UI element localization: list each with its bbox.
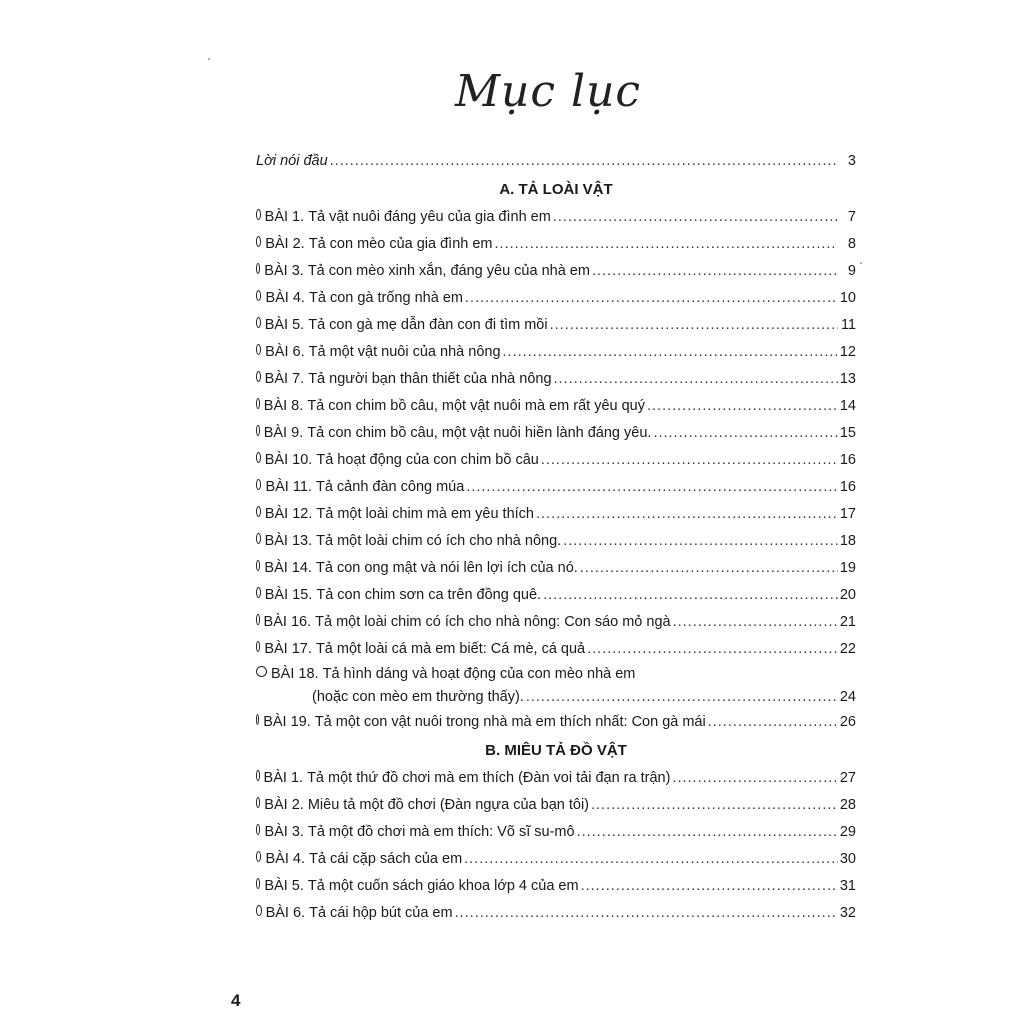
toc-entry-number: BÀI 3. bbox=[264, 263, 304, 279]
circle-bullet-icon bbox=[256, 770, 260, 781]
toc-label bbox=[265, 285, 463, 312]
dot-leader bbox=[577, 819, 838, 846]
toc-row bbox=[256, 204, 856, 231]
toc-entry-number: BÀI 13. bbox=[264, 533, 313, 549]
toc-page-number: 18 bbox=[839, 533, 856, 549]
toc-row bbox=[256, 393, 856, 420]
toc-row bbox=[256, 474, 856, 501]
toc-label bbox=[265, 366, 552, 393]
circle-bullet-icon bbox=[256, 209, 261, 220]
dot-leader bbox=[553, 204, 838, 231]
toc-page-number: 16 bbox=[839, 479, 856, 495]
toc-label bbox=[265, 846, 462, 873]
toc-label bbox=[264, 792, 589, 819]
toc-entry-number: BÀI 19. bbox=[263, 714, 311, 730]
dot-leader bbox=[330, 148, 838, 175]
dot-leader bbox=[541, 447, 838, 474]
toc-page-number: 19 bbox=[839, 560, 856, 576]
toc-row-entry-18 bbox=[256, 663, 856, 686]
toc-page-number: 9 bbox=[847, 263, 856, 279]
paper-speck bbox=[208, 58, 210, 60]
toc-entry-number: BÀI 3. bbox=[264, 824, 304, 840]
toc-entry-text: Tả con chim sơn ca trên đồng quê. bbox=[316, 587, 542, 603]
toc-entry-number: BÀI 14. bbox=[264, 560, 312, 576]
toc-page-number: 13 bbox=[839, 371, 856, 387]
toc-entry-number: BÀI 6. bbox=[265, 344, 305, 360]
toc-row bbox=[256, 420, 856, 447]
toc-row bbox=[256, 231, 856, 258]
toc-label bbox=[265, 447, 539, 474]
dot-leader bbox=[455, 900, 838, 927]
toc-row bbox=[256, 528, 856, 555]
toc-page-number: 3 bbox=[847, 153, 856, 169]
toc-page-number: 21 bbox=[839, 614, 856, 630]
toc-label bbox=[265, 501, 534, 528]
toc-row bbox=[256, 846, 856, 873]
toc-label bbox=[265, 474, 464, 501]
toc-entry-text: Tả con mèo xinh xắn, đáng yêu của nhà em bbox=[307, 263, 590, 279]
toc-entry-number: BÀI 8. bbox=[263, 398, 304, 414]
dot-leader bbox=[563, 528, 838, 555]
toc-label bbox=[264, 765, 671, 792]
toc-page-number: 17 bbox=[839, 506, 856, 522]
circle-bullet-icon bbox=[256, 479, 261, 490]
toc-entry-text: Tả con chim bồ câu, một vật nuôi mà em rất yêu quý bbox=[307, 398, 645, 414]
toc-entry-text: Tả con mèo của gia đình em bbox=[308, 236, 493, 252]
circle-bullet-icon bbox=[256, 344, 261, 355]
toc-row bbox=[256, 555, 856, 582]
toc-row bbox=[256, 447, 856, 474]
toc-entry-text: Tả cái hộp bút của em bbox=[309, 905, 453, 921]
toc-entry-text: Tả con gà mẹ dẫn đàn con đi tìm mồi bbox=[308, 317, 548, 333]
toc-entry-text: Tả con gà trống nhà em bbox=[309, 290, 463, 306]
toc-entry-number: BÀI 7. bbox=[264, 371, 305, 387]
toc-entry-number: BÀI 2. bbox=[264, 797, 304, 813]
toc-row bbox=[256, 285, 856, 312]
circle-bullet-icon bbox=[256, 878, 260, 889]
toc-row bbox=[256, 258, 856, 285]
toc-entry-text: Tả một loài chim có ích cho nhà nông. bbox=[316, 533, 562, 549]
circle-bullet-icon bbox=[256, 824, 260, 835]
toc-entry-number: BÀI 1. bbox=[264, 209, 305, 225]
toc-page-number: 31 bbox=[839, 878, 856, 894]
toc-row-entry-19 bbox=[256, 709, 856, 736]
circle-bullet-icon bbox=[256, 371, 261, 382]
toc-row bbox=[256, 765, 856, 792]
toc-entry-text-cont: (hoặc con mèo em thường thấy). bbox=[312, 689, 524, 705]
toc-page-number: 8 bbox=[847, 236, 856, 252]
toc-row bbox=[256, 312, 856, 339]
dot-leader bbox=[543, 582, 838, 609]
toc-entry-number: BÀI 12. bbox=[264, 506, 313, 522]
toc-label bbox=[264, 420, 652, 447]
toc-label bbox=[264, 819, 574, 846]
toc-label bbox=[265, 528, 562, 555]
toc-row-preface bbox=[256, 148, 856, 175]
circle-bullet-icon bbox=[256, 641, 260, 652]
toc-row bbox=[256, 792, 856, 819]
toc-row bbox=[256, 582, 856, 609]
toc-label bbox=[265, 582, 541, 609]
circle-bullet-icon bbox=[256, 263, 260, 274]
section-heading-a: A. TẢ LOÀI VẬT bbox=[499, 181, 613, 198]
dot-leader bbox=[495, 231, 838, 258]
toc-entry-text: Tả hoạt động của con chim bồ câu bbox=[316, 452, 539, 468]
circle-bullet-icon bbox=[256, 290, 261, 301]
circle-bullet-icon bbox=[256, 317, 261, 328]
toc-entry-number: BÀI 18. bbox=[271, 666, 319, 682]
section-b-list bbox=[256, 765, 856, 927]
circle-bullet-icon bbox=[256, 666, 267, 677]
dot-leader bbox=[550, 312, 838, 339]
toc-row bbox=[256, 873, 856, 900]
toc-page-number: 22 bbox=[839, 641, 856, 657]
circle-bullet-icon bbox=[256, 533, 261, 544]
toc-entry-text: Tả một loài chim mà em yêu thích bbox=[316, 506, 534, 522]
circle-bullet-icon bbox=[256, 425, 260, 436]
toc-entry-text: Tả một loài chim có ích cho nhà nông: Con sáo mỏ ngà bbox=[315, 614, 671, 630]
toc-entry-number: BÀI 17. bbox=[264, 641, 312, 657]
toc-entry-number: BÀI 10. bbox=[264, 452, 313, 468]
dot-leader bbox=[672, 765, 837, 792]
toc-page-number: 27 bbox=[839, 770, 856, 786]
circle-bullet-icon bbox=[256, 506, 261, 517]
toc-page-number: 16 bbox=[839, 452, 856, 468]
toc-page-number: 26 bbox=[839, 714, 856, 730]
toc-entry-text: Tả một con vật nuôi trong nhà mà em thích nhất: Con gà mái bbox=[314, 714, 706, 730]
toc-page-number: 24 bbox=[839, 689, 856, 705]
toc-page-number: 15 bbox=[839, 425, 856, 441]
toc-row bbox=[256, 339, 856, 366]
toc-entry-text: Tả cái cặp sách của em bbox=[309, 851, 463, 867]
dot-leader bbox=[653, 420, 837, 447]
toc-entry-number: BÀI 9. bbox=[263, 425, 304, 441]
dot-leader bbox=[503, 339, 838, 366]
dot-leader bbox=[581, 873, 838, 900]
circle-bullet-icon bbox=[256, 797, 260, 808]
toc-label bbox=[271, 663, 635, 686]
dot-leader bbox=[673, 609, 838, 636]
page-title: Mục lục bbox=[455, 66, 642, 117]
toc-row-entry-18-cont bbox=[256, 686, 856, 709]
toc-page-number: 30 bbox=[839, 851, 856, 867]
circle-bullet-icon bbox=[256, 452, 261, 463]
dot-leader bbox=[526, 686, 838, 709]
toc-page-number: 29 bbox=[839, 824, 856, 840]
toc-page-number: 10 bbox=[839, 290, 856, 306]
toc-page-number: 20 bbox=[839, 587, 856, 603]
toc-row bbox=[256, 609, 856, 636]
toc-entry-text: Tả một đồ chơi mà em thích: Võ sĩ su-mô bbox=[307, 824, 575, 840]
toc-label bbox=[264, 873, 578, 900]
dot-leader bbox=[466, 474, 838, 501]
circle-bullet-icon bbox=[256, 398, 260, 409]
toc-entry-text: Tả vật nuôi đáng yêu của gia đình em bbox=[308, 209, 551, 225]
dot-leader bbox=[580, 555, 838, 582]
toc-label bbox=[265, 231, 492, 258]
table-of-contents bbox=[256, 148, 856, 927]
toc-page-number: 7 bbox=[847, 209, 856, 225]
toc-label bbox=[264, 609, 671, 636]
toc-entry-number: BÀI 4. bbox=[265, 851, 305, 867]
toc-page-number: 12 bbox=[839, 344, 856, 360]
toc-entry-number: BÀI 15. bbox=[264, 587, 313, 603]
toc-entry-text: Tả một thứ đồ chơi mà em thích (Đàn voi tải đạn ra trận) bbox=[307, 770, 671, 786]
toc-row bbox=[256, 819, 856, 846]
toc-label bbox=[265, 339, 500, 366]
dot-leader bbox=[591, 792, 838, 819]
page-number: 4 bbox=[231, 991, 241, 1010]
toc-row bbox=[256, 636, 856, 663]
toc-label bbox=[265, 312, 548, 339]
toc-label bbox=[264, 555, 577, 582]
toc-entry-number: BÀI 2. bbox=[265, 236, 305, 252]
dot-leader bbox=[465, 285, 838, 312]
toc-label bbox=[263, 709, 706, 736]
toc-entry-number: BÀI 4. bbox=[265, 290, 305, 306]
toc-page-number: 32 bbox=[839, 905, 856, 921]
circle-bullet-icon bbox=[256, 905, 262, 916]
paper-speck bbox=[860, 262, 862, 264]
circle-bullet-icon bbox=[256, 851, 261, 862]
toc-row bbox=[256, 366, 856, 393]
toc-entry-text: Tả một cuốn sách giáo khoa lớp 4 của em bbox=[307, 878, 579, 894]
toc-entry-text: Tả cảnh đàn công múa bbox=[315, 479, 465, 495]
toc-page-number: 14 bbox=[839, 398, 856, 414]
toc-entry-number: BÀI 1. bbox=[263, 770, 304, 786]
toc-entry-text: Tả người bạn thân thiết của nhà nông bbox=[308, 371, 552, 387]
circle-bullet-icon bbox=[256, 714, 259, 725]
toc-label bbox=[264, 258, 590, 285]
dot-leader bbox=[464, 846, 838, 873]
circle-bullet-icon bbox=[256, 560, 260, 571]
dot-leader bbox=[708, 709, 838, 736]
toc-entry-text: Tả con ong mật và nói lên lợi ích của nó. bbox=[316, 560, 578, 576]
toc-entry-text: Miêu tả một đồ chơi (Đàn ngựa của bạn tôi) bbox=[307, 797, 589, 813]
circle-bullet-icon bbox=[256, 236, 261, 247]
toc-entry-number: BÀI 16. bbox=[263, 614, 312, 630]
dot-leader bbox=[536, 501, 838, 528]
toc-entry-text: Tả một loài cá mà em biết: Cá mè, cá quả bbox=[315, 641, 586, 657]
toc-entry-number: BÀI 6. bbox=[265, 905, 306, 921]
toc-row bbox=[256, 900, 856, 927]
dot-leader bbox=[554, 366, 838, 393]
toc-label bbox=[265, 204, 551, 231]
toc-entry-number: BÀI 5. bbox=[264, 878, 304, 894]
toc-entry-number: BÀI 5. bbox=[264, 317, 305, 333]
toc-entry-text: Tả hình dáng và hoạt động của con mèo nhà em bbox=[322, 666, 636, 682]
toc-label bbox=[266, 900, 453, 927]
toc-entry-text: Tả một vật nuôi của nhà nông bbox=[308, 344, 501, 360]
toc-entry-number: BÀI 11. bbox=[265, 479, 312, 495]
toc-page-number: 11 bbox=[840, 317, 856, 333]
toc-label bbox=[264, 393, 645, 420]
toc-label: Lời nói đầu bbox=[256, 153, 328, 169]
dot-leader bbox=[647, 393, 838, 420]
toc-label bbox=[264, 636, 585, 663]
toc-row bbox=[256, 501, 856, 528]
section-a-list bbox=[256, 204, 856, 663]
circle-bullet-icon bbox=[256, 587, 261, 598]
dot-leader bbox=[592, 258, 838, 285]
dot-leader bbox=[587, 636, 838, 663]
circle-bullet-icon bbox=[256, 614, 260, 625]
section-heading-b: B. MIÊU TẢ ĐỒ VẬT bbox=[485, 742, 627, 759]
toc-entry-text: Tả con chim bồ câu, một vật nuôi hiền lành đáng yêu. bbox=[307, 425, 652, 441]
toc-page-number: 28 bbox=[839, 797, 856, 813]
